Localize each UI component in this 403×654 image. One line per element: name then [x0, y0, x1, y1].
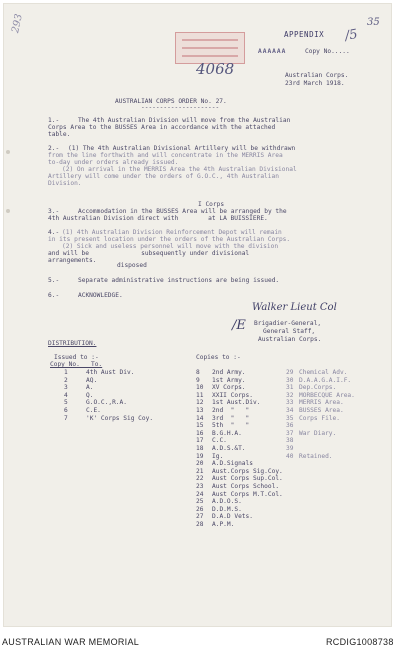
copy-number: 32 — [286, 391, 294, 399]
copy-recipient: A.P.M. — [212, 521, 235, 528]
signature-flourish: /E — [232, 318, 246, 333]
copy-recipient: MERRIS Area. — [299, 399, 344, 407]
copy-number: 33 — [286, 399, 294, 407]
copy-recipient: War Diary. — [299, 429, 337, 437]
signature-handwritten: Walker Lieut Col — [252, 302, 337, 313]
para-line: in its present location under the orders of the Australian Corps. — [48, 236, 291, 243]
signature-line: Australian Corps. — [258, 336, 322, 343]
copy-number: 30 — [286, 376, 294, 384]
copy-recipient: A. — [86, 384, 94, 392]
copy-recipient: 'K' Corps Sig Coy. — [86, 414, 154, 422]
copy-no: Copy No..... — [305, 48, 350, 55]
copy-recipient: B.G.H.A. — [212, 429, 242, 437]
copy-number: 19 — [196, 452, 204, 460]
para-num: 2.- — [48, 145, 60, 152]
copy-recipient: D.A.D Vets. — [212, 513, 253, 521]
copy-number: 1 — [64, 369, 68, 376]
copy-recipient: Ig. — [212, 452, 224, 460]
copy-number: 4 — [64, 391, 68, 399]
order-title: AUSTRALIAN CORPS ORDER No. 27. — [115, 98, 227, 105]
copy-number: 5 — [64, 399, 68, 407]
redacted-copy: AAAAAA — [258, 48, 287, 55]
copy-recipient: D.A.A.G.A.I.F. — [299, 376, 352, 384]
copy-number: 9 — [196, 376, 200, 384]
para-insert: I Corps — [198, 201, 225, 208]
copy-recipient: D.D.M.S. — [212, 505, 242, 513]
copy-number: 18 — [196, 445, 204, 452]
para-line: 4th Australian Division direct with at LA BUISSIERE. — [48, 215, 268, 222]
para-line: arrangements. — [48, 257, 97, 264]
binder-holes — [6, 150, 10, 270]
copy-recipient: 4th Aust Div. — [86, 369, 135, 376]
issuer-unit: Australian Corps. — [285, 72, 349, 79]
copy-number: 20 — [196, 460, 204, 468]
para-line: (2) Sick and useless personnel will move with the division — [62, 243, 279, 250]
para-line: Corps Area to the BUSSES Area in accordance with the attached — [48, 124, 276, 131]
page-number-handwritten: 35 — [367, 17, 380, 28]
copy-recipient: A.D.Signals — [212, 460, 253, 468]
copy-recipient: C.E. — [86, 407, 101, 414]
copy-number: 16 — [196, 429, 204, 437]
distribution-heading: DISTRIBUTION. — [48, 340, 97, 347]
para-line: and will be subsequently under divisional — [48, 250, 250, 257]
para-num: 4.- — [48, 229, 60, 236]
copy-recipient: AQ. — [86, 376, 98, 384]
copy-recipient: Q. — [86, 391, 94, 399]
para-line: (1) The 4th Australian Divisional Artillery will be withdrawn — [68, 145, 296, 152]
copy-number: 35 — [286, 414, 294, 422]
copy-number: 2 — [64, 376, 68, 384]
footer-id: RCDIG1008738 — [326, 637, 394, 647]
copies-to: Copies to :- — [196, 354, 241, 361]
copy-recipient: Retained. — [299, 452, 333, 460]
para-line: The 4th Australian Division will move from the Australian — [78, 117, 291, 124]
copy-number: 27 — [196, 513, 204, 521]
signature-line: General Staff, — [263, 328, 316, 335]
copy-number: 23 — [196, 483, 204, 490]
copy-recipient: XXII Corps. — [212, 391, 253, 399]
copy-number: 17 — [196, 437, 204, 445]
copy-number: 21 — [196, 467, 204, 475]
para-line: ACKNOWLEDGE. — [78, 292, 123, 299]
copy-number: 39 — [286, 445, 294, 452]
footer-source: AUSTRALIAN WAR MEMORIAL — [2, 637, 140, 647]
copy-recipient: XV Corps. — [212, 384, 246, 392]
copy-number: 7 — [64, 414, 68, 422]
copy-number: 28 — [196, 521, 204, 528]
copy-recipient: 5th " " — [212, 422, 250, 430]
margin-mark: /5 — [343, 27, 359, 44]
copy-recipient: Chemical Adv. — [299, 369, 348, 376]
para-line: to-day under orders already issued. — [48, 159, 179, 166]
copy-number: 29 — [286, 369, 294, 376]
para-line: from the line forthwith and will concentrate in the MERRIS Area — [48, 152, 283, 159]
copy-recipient: Aust Corps M.T.Col. — [212, 490, 283, 498]
copy-number: 3 — [64, 384, 68, 392]
para-num: 1.- — [48, 117, 60, 124]
copy-recipient: C.C. — [212, 437, 227, 445]
copy-recipient: A.D.S.&T. — [212, 445, 246, 452]
copy-number: 25 — [196, 498, 204, 506]
copy-number: 8 — [196, 369, 200, 376]
copy-number: 31 — [286, 384, 294, 392]
copy-recipient: 1st Army. — [212, 376, 246, 384]
copy-number: 22 — [196, 475, 204, 483]
copy-number: 24 — [196, 490, 204, 498]
appendix-label: APPENDIX — [284, 30, 325, 39]
copy-recipient: G.O.C.,R.A. — [86, 399, 127, 407]
copy-recipient: 1st Aust.Div. — [212, 399, 261, 407]
copy-number: 13 — [196, 407, 204, 414]
para-num: 6.- — [48, 292, 60, 299]
para-num: 5.- — [48, 277, 60, 284]
para-insert: disposed — [117, 262, 147, 269]
copy-recipient: Dep.Corps. — [299, 384, 337, 392]
copy-number: 14 — [196, 414, 204, 422]
title-underline: --------------------- — [141, 104, 220, 111]
issuer-date: 23rd March 1918. — [285, 80, 345, 87]
copy-number: 38 — [286, 437, 294, 445]
copy-recipient: BUSSES Area. — [299, 407, 344, 414]
signature-line: Brigadier-General, — [254, 320, 322, 327]
corner-number: 293 — [10, 13, 25, 34]
handwritten-reference: 4068 — [196, 60, 235, 78]
para-line: table. — [48, 131, 71, 138]
copy-number: 34 — [286, 407, 294, 414]
column-header: Copy No. To. — [50, 361, 103, 368]
copy-number: 37 — [286, 429, 294, 437]
copy-number: 10 — [196, 384, 204, 392]
para-line: Artillery will come under the orders of G.O.C., 4th Australian — [48, 173, 279, 180]
copy-recipient: 3rd " " — [212, 414, 250, 422]
para-line: (2) On arrival in the MERRIS Area the 4th Australian Divisional — [62, 166, 297, 173]
para-num: 3.- — [48, 208, 60, 215]
copy-recipient: 2nd " " — [212, 407, 250, 414]
copy-number: 11 — [196, 391, 204, 399]
copy-number: 6 — [64, 407, 68, 414]
copy-recipient: 2nd Army. — [212, 369, 246, 376]
copy-recipient: Aust.Corps Sig.Coy. — [212, 467, 283, 475]
copy-recipient: Corps File. — [299, 414, 340, 422]
copy-number: 15 — [196, 422, 204, 430]
copy-recipient: A.D.O.S. — [212, 498, 242, 506]
para-line: Separate administrative instructions are being issued. — [78, 277, 280, 284]
para-line: (1) 4th Australian Division Reinforcement Depot will remain — [62, 229, 282, 236]
copy-number: 40 — [286, 452, 294, 460]
para-line: Division. — [48, 180, 82, 187]
copy-recipient: Aust Corps School. — [212, 483, 280, 490]
issued-to: Issued to :- — [54, 354, 99, 361]
copy-number: 26 — [196, 505, 204, 513]
copy-number: 36 — [286, 422, 294, 430]
copy-recipient: Aust Corps Sup.Col. — [212, 475, 283, 483]
para-line: Accommodation in the BUSSES Area will be arranged by the — [78, 208, 287, 215]
copy-recipient: MORBECQUE Area. — [299, 391, 355, 399]
copy-number: 12 — [196, 399, 204, 407]
document-page — [3, 3, 392, 627]
